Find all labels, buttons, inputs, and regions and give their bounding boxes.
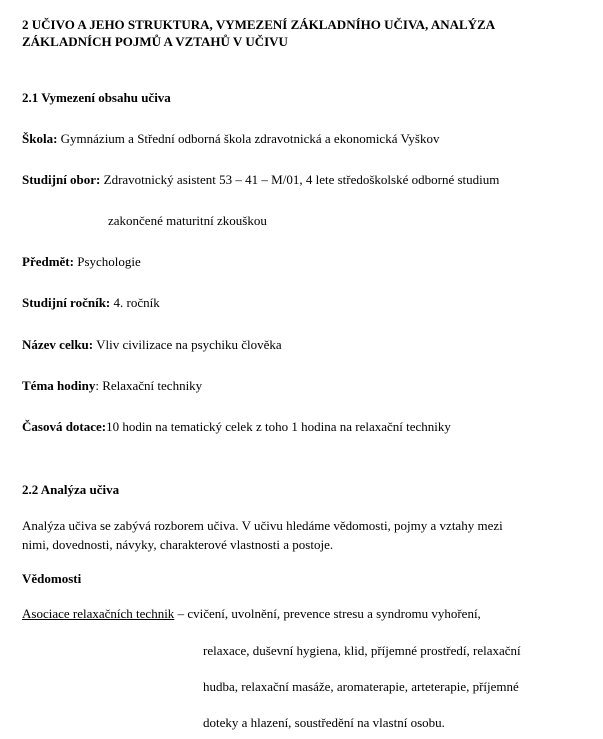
asociace-label: Asociace relaxačních technik bbox=[22, 606, 175, 621]
field-skola bbox=[22, 131, 440, 147]
section-heading-2-2: 2.2 Analýza učiva bbox=[22, 482, 120, 497]
section-heading-2-1: 2.1 Vymezení obsahu učiva bbox=[22, 90, 171, 105]
field-value: Vliv civilizace na psychiku člověka bbox=[93, 337, 282, 352]
field-value: : Relaxační techniky bbox=[95, 378, 203, 393]
asociace-line1 bbox=[22, 606, 481, 622]
field-label: Předmět: bbox=[22, 254, 74, 269]
subheading-vedomosti: Vědomosti bbox=[22, 571, 82, 586]
field-label: Studijní obor: bbox=[22, 172, 101, 187]
asociace-line2: relaxace, duševní hygiena, klid, příjemné prostředí, relaxační bbox=[203, 643, 521, 658]
field-predmet bbox=[22, 254, 141, 270]
field-value: Gymnázium a Střední odborná škola zdravotnická a ekonomická Vyškov bbox=[57, 131, 440, 146]
field-label: Časová dotace: bbox=[22, 419, 107, 434]
paragraph-line2: nimi, dovednosti, návyky, charakterové vlastnosti a postoje. bbox=[22, 537, 334, 552]
asociace-text: – cvičení, uvolnění, prevence stresu a syndromu vyhoření, bbox=[174, 606, 481, 621]
field-label: Název celku: bbox=[22, 337, 94, 352]
field-label: Škola: bbox=[22, 131, 58, 146]
chapter-title-line1: 2 UČIVO A JEHO STRUKTURA, VYMEZENÍ ZÁKLADNÍHO UČIVA, ANALÝZA bbox=[22, 17, 496, 32]
field-obor bbox=[22, 172, 499, 188]
field-obor-continuation: zakončené maturitní zkouškou bbox=[108, 213, 267, 228]
field-value: Zdravotnický asistent 53 – 41 – M/01, 4 lete středoškolské odborné studium bbox=[100, 172, 500, 187]
asociace-line3: hudba, relaxační masáže, aromaterapie, arteterapie, příjemné bbox=[203, 679, 519, 694]
asociace-line4: doteky a hlazení, soustředění na vlastní osobu. bbox=[203, 715, 445, 730]
field-label: Studijní ročník: bbox=[22, 295, 111, 310]
field-value: 10 hodin na tematický celek z toho 1 hodina na relaxační techniky bbox=[106, 419, 451, 434]
field-rocnik bbox=[22, 295, 160, 311]
field-tema bbox=[22, 378, 202, 394]
paragraph-line1: Analýza učiva se zabývá rozborem učiva. V učivu hledáme vědomosti, pojmy a vztahy mezi bbox=[22, 518, 503, 533]
field-label: Téma hodiny bbox=[22, 378, 96, 393]
field-value: Psychologie bbox=[73, 254, 141, 269]
field-value: 4. ročník bbox=[110, 295, 160, 310]
field-celek bbox=[22, 337, 282, 353]
field-dotace bbox=[22, 419, 451, 435]
chapter-title-line2: ZÁKLADNÍCH POJMŮ A VZTAHŮ V UČIVU bbox=[22, 34, 288, 49]
